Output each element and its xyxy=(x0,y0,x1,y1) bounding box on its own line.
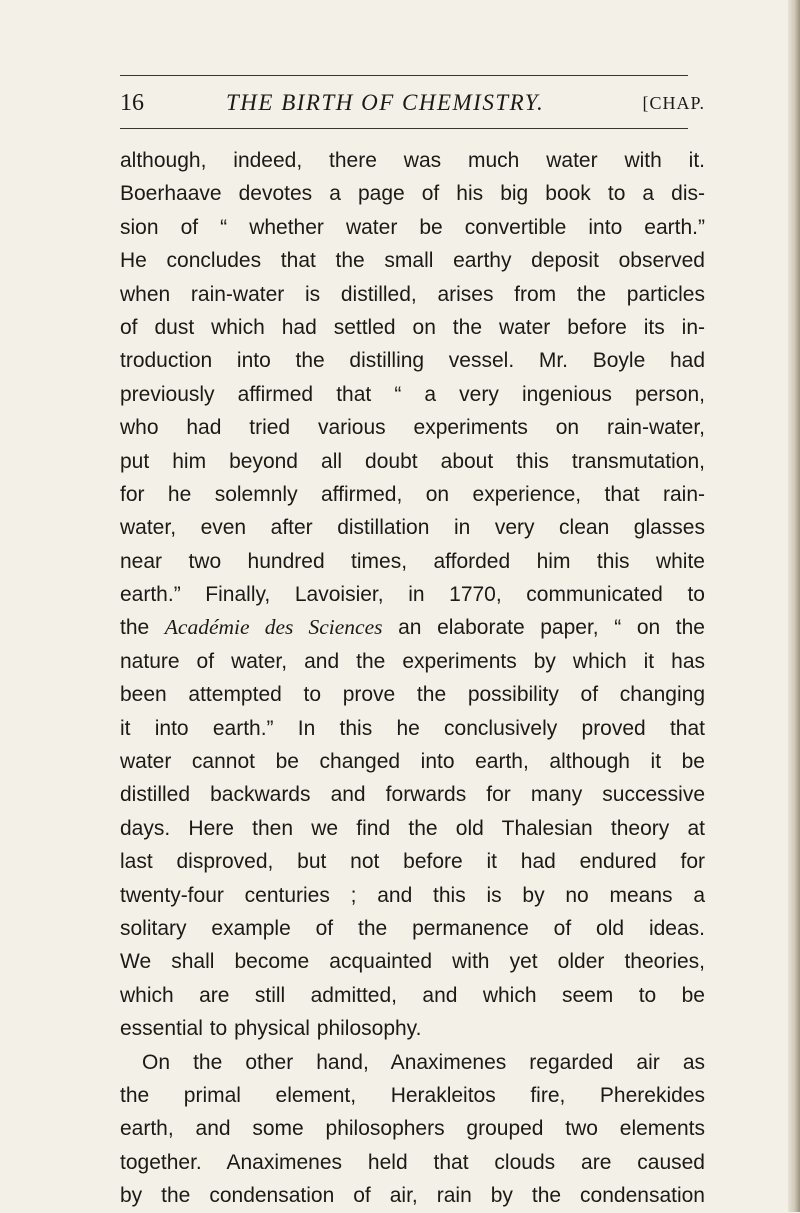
text-line: together. Anaximenes held that clouds are caused xyxy=(120,1150,705,1174)
text-line: for he solemnly affirmed, on experience, that rain- xyxy=(120,482,705,506)
text-line: earth.” Finally, Lavoisier, in 1770, communicated to xyxy=(120,583,705,607)
book-title: THE BIRTH OF CHEMISTRY. xyxy=(226,90,545,115)
header-rule-top xyxy=(120,75,688,76)
text-line: troduction into the distilling vessel. Mr. Boyle had xyxy=(120,349,705,373)
text-line: nature of water, and the experiments by which it has xyxy=(120,649,705,673)
text-line: who had tried various experiments on rain-water, xyxy=(120,416,705,440)
text-line: although, indeed, there was much water with it. xyxy=(120,149,705,172)
text-line: when rain-water is distilled, arises from the particles xyxy=(120,282,705,306)
text-line: previously affirmed that “ a very ingenious person, xyxy=(120,382,705,406)
text-line: put him beyond all doubt about this transmutation, xyxy=(120,449,705,473)
header-rule-bottom xyxy=(120,128,688,129)
text-line: solitary example of the permanence of old ideas. xyxy=(120,916,705,940)
body-text xyxy=(120,144,705,1213)
text-line: near two hundred times, afforded him this white xyxy=(120,549,705,573)
page-edge xyxy=(788,0,800,1212)
text-line: distilled backwards and forwards for many successive xyxy=(120,783,705,807)
running-head xyxy=(120,86,705,120)
text-line xyxy=(120,611,705,644)
text-line: by the condensation of air, rain by the condensation xyxy=(120,1184,705,1208)
text-run: an elaborate paper, “ on the xyxy=(382,616,705,640)
chapter-label: [CHAP. xyxy=(642,93,705,113)
text-line: of dust which had settled on the water before its in- xyxy=(120,315,705,339)
page-number: 16 xyxy=(120,90,144,116)
text-line: it into earth.” In this he conclusively proved that xyxy=(120,716,705,740)
text-line: earth, and some philosophers grouped two elements xyxy=(120,1117,705,1141)
text-line: sion of “ whether water be convertible into earth.” xyxy=(120,215,705,239)
text-line: On the other hand, Anaximenes regarded air as xyxy=(142,1050,705,1074)
text-line: twenty-four centuries ; and this is by no means a xyxy=(120,883,705,907)
text-line: the primal element, Herakleitos fire, Pherekides xyxy=(120,1083,705,1107)
text-line: been attempted to prove the possibility of changing xyxy=(120,683,705,707)
text-line: last disproved, but not before it had endured for xyxy=(120,850,705,874)
text-line: essential to physical philosophy. xyxy=(120,1017,422,1041)
text-line: water cannot be changed into earth, although it be xyxy=(120,750,705,774)
text-line: water, even after distillation in very clean glasses xyxy=(120,516,705,540)
text-run: the xyxy=(120,616,165,640)
text-line: Boerhaave devotes a page of his big book to a dis- xyxy=(120,182,705,206)
text-line: We shall become acquainted with yet older theories, xyxy=(120,950,705,974)
italic-title: Académie des Sciences xyxy=(164,615,383,640)
text-line: which are still admitted, and which seem to be xyxy=(120,983,705,1007)
text-line: days. Here then we find the old Thalesian theory at xyxy=(120,816,705,840)
text-line: He concludes that the small earthy deposit observed xyxy=(120,249,705,273)
